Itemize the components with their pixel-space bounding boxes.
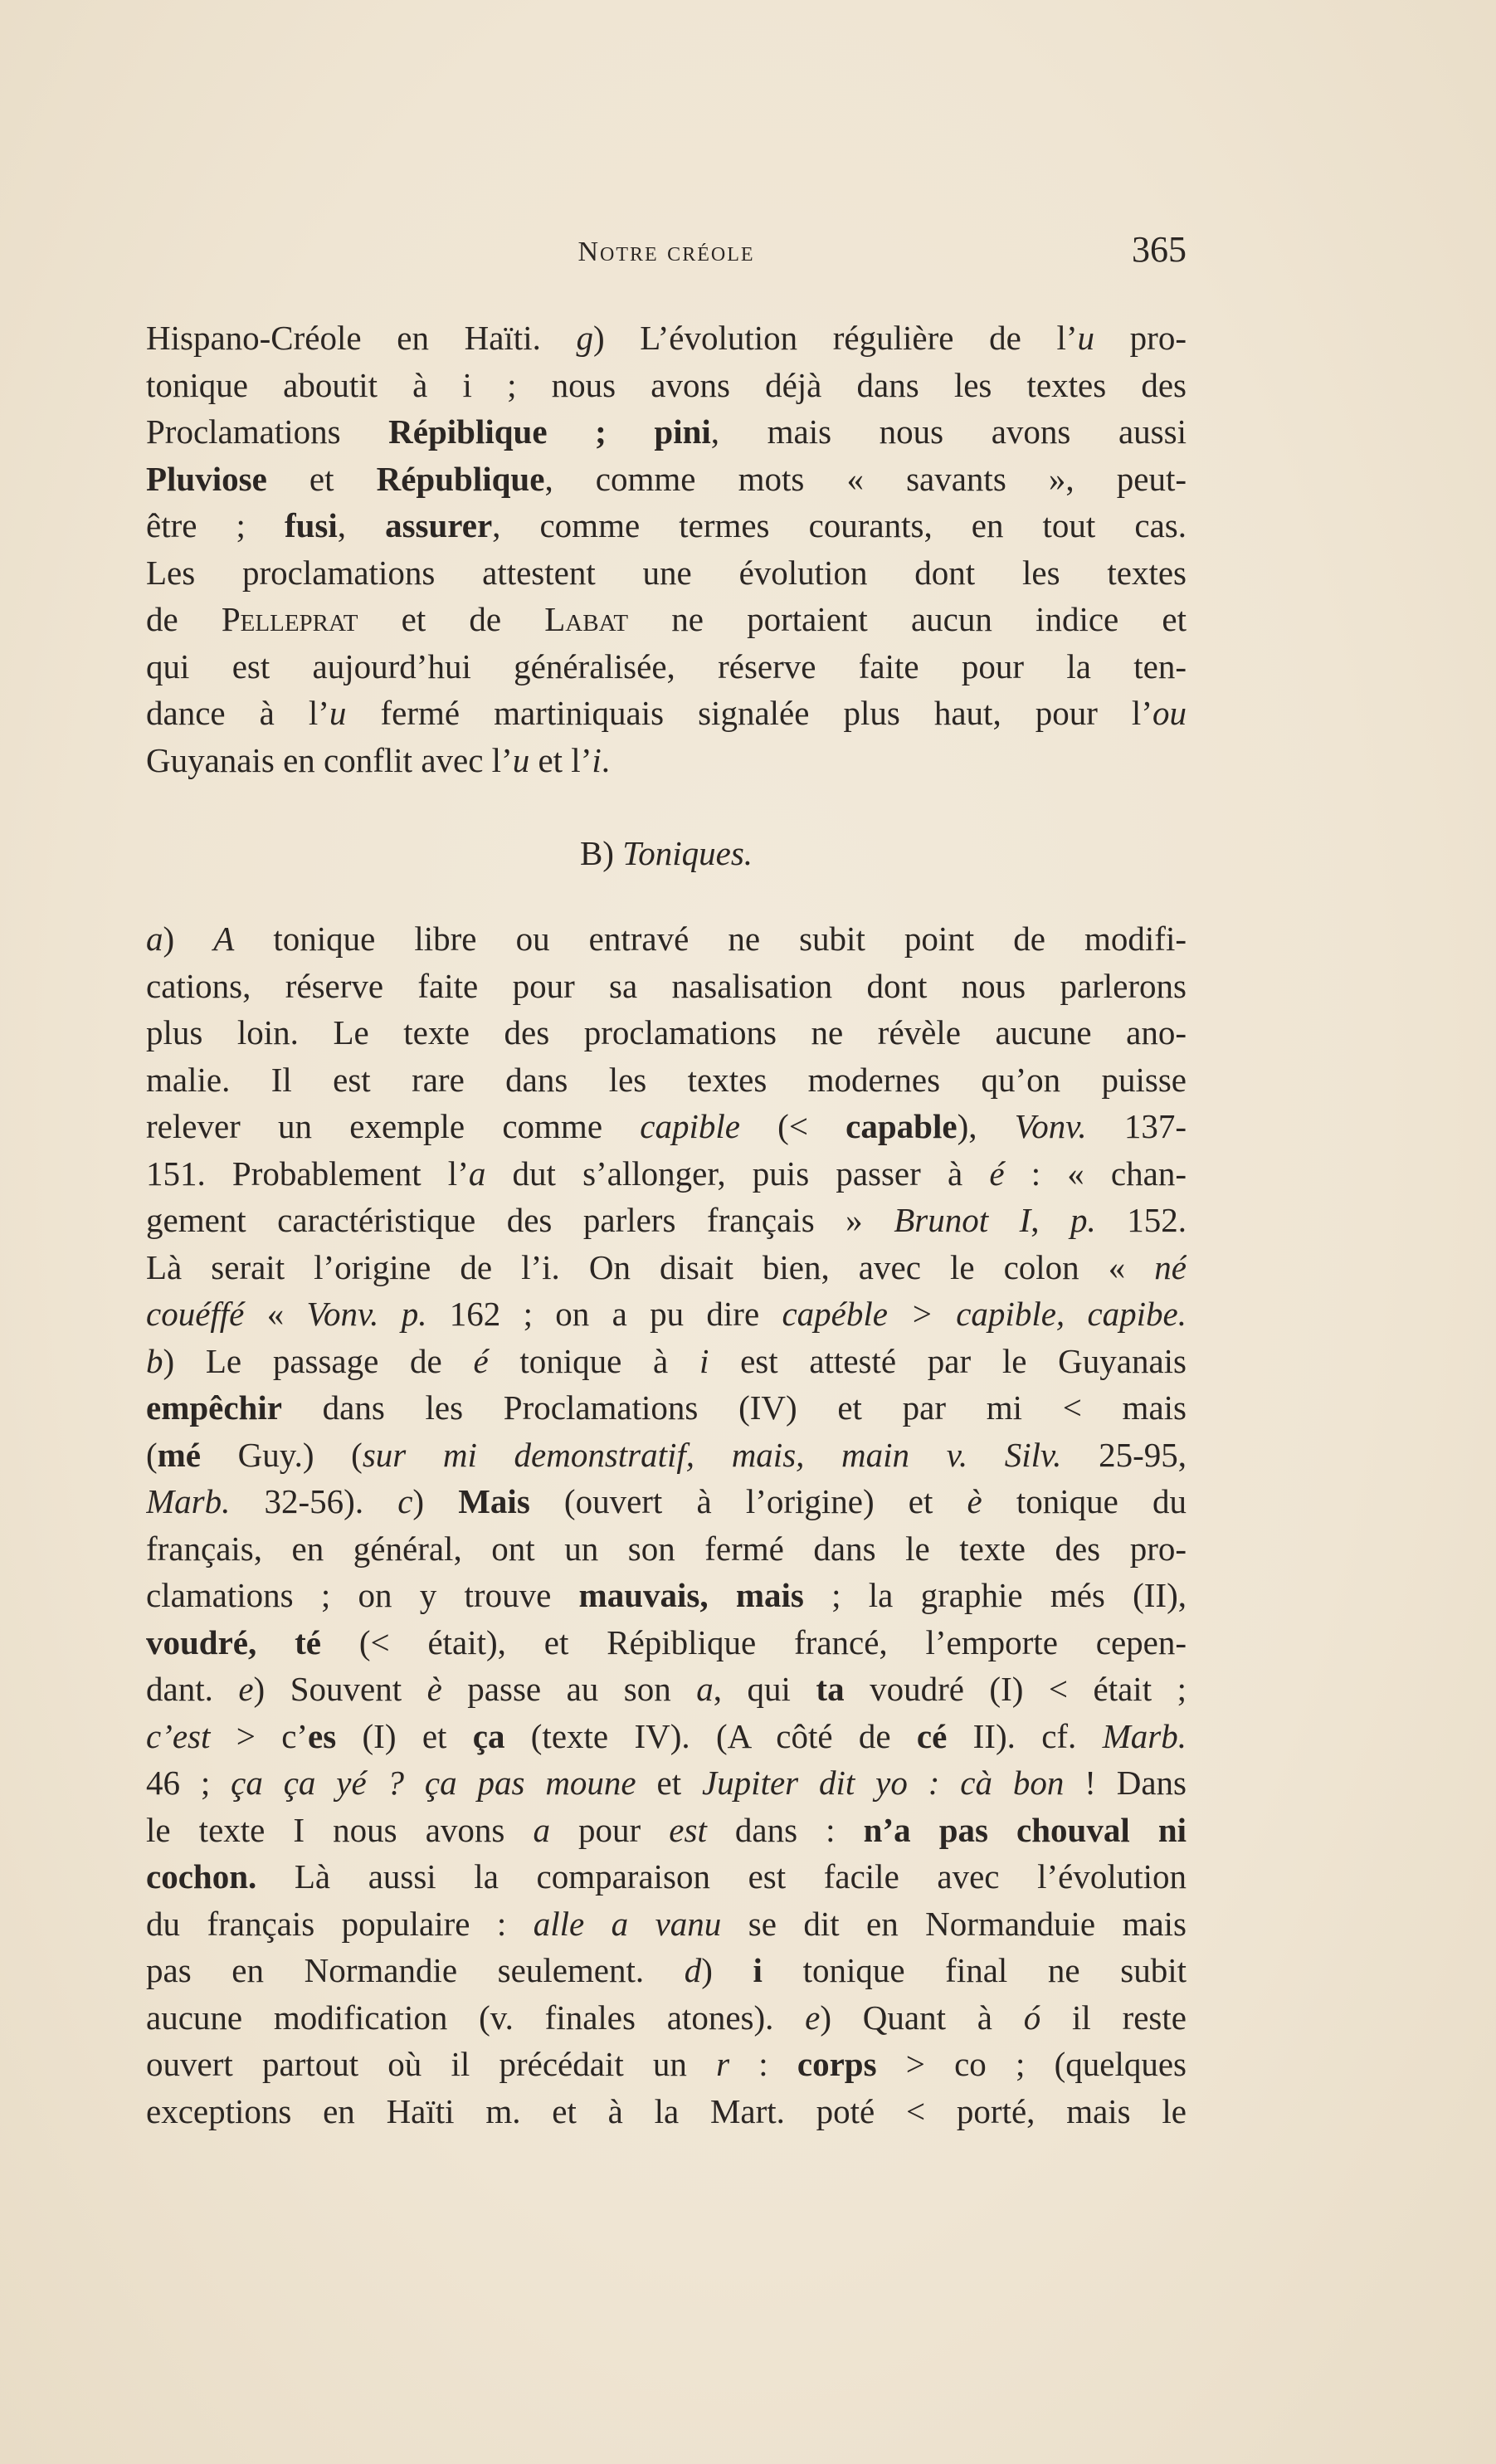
text-line bbox=[146, 1009, 1187, 1056]
italic-text: è bbox=[967, 1482, 982, 1520]
text-segment: 152. bbox=[1095, 1201, 1187, 1239]
text-segment: , comme termes courants, en tout cas. bbox=[492, 506, 1187, 544]
italic-text: ó bbox=[1023, 1998, 1041, 2037]
italic-text: capéble > capible, capibe. bbox=[782, 1295, 1187, 1333]
text-segment: de bbox=[146, 600, 222, 638]
text-segment: pour bbox=[549, 1810, 670, 1849]
text-line bbox=[146, 1478, 1187, 1525]
italic-text: é bbox=[473, 1341, 489, 1380]
bold-term: i bbox=[753, 1951, 763, 1989]
text-line bbox=[146, 596, 1187, 643]
italic-text: Jupiter dit yo : cà bon bbox=[701, 1764, 1065, 1802]
text-line bbox=[146, 2088, 1187, 2135]
text-line bbox=[146, 456, 1187, 503]
text-line bbox=[146, 1432, 1187, 1479]
italic-text: Vonv. p. bbox=[306, 1295, 427, 1333]
italic-text: Marb. bbox=[146, 1482, 231, 1520]
text-segment: ) Le passage de bbox=[163, 1341, 474, 1380]
bold-term: voudré, té bbox=[146, 1622, 321, 1661]
text-line bbox=[146, 643, 1187, 690]
text-segment: plus loin. Le texte des proclamations ne révèle aucune ano- bbox=[146, 1013, 1187, 1051]
text-segment: Guyanais en conflit avec l’ bbox=[146, 740, 513, 779]
text-segment: 46 ; bbox=[146, 1764, 231, 1802]
text-line bbox=[146, 915, 1187, 963]
text-segment: le texte I nous avons bbox=[146, 1810, 534, 1849]
text-line bbox=[146, 2041, 1187, 2088]
italic-text: e bbox=[238, 1670, 254, 1708]
text-segment: Hispano-Créole en Haïti. bbox=[146, 319, 577, 357]
text-segment: (texte IV). (A côté de bbox=[504, 1716, 917, 1755]
italic-text: Vonv. bbox=[1014, 1107, 1087, 1145]
author-name: Labat bbox=[544, 600, 629, 638]
text-line bbox=[146, 1197, 1187, 1244]
text-segment: (I) et bbox=[336, 1716, 473, 1755]
text-line bbox=[146, 1947, 1187, 1994]
italic-text: né bbox=[1154, 1247, 1187, 1286]
italic-text: a bbox=[696, 1670, 714, 1708]
text-line bbox=[146, 690, 1187, 737]
paragraph-2 bbox=[146, 915, 1187, 2135]
text-line bbox=[146, 1713, 1187, 1760]
text-line bbox=[146, 1619, 1187, 1666]
italic-text: A bbox=[213, 920, 235, 958]
text-segment: passe au son bbox=[441, 1670, 697, 1708]
bold-term: ta bbox=[816, 1670, 845, 1708]
text-segment: dant. bbox=[146, 1670, 239, 1708]
italic-text: d bbox=[684, 1951, 702, 1989]
text-segment: ) L’évolution régulière de l’ bbox=[593, 319, 1078, 357]
text-segment: pas en Normandie seulement. bbox=[146, 1951, 685, 1989]
text-segment: exceptions en Haïti m. et à la Mart. poté < porté, mais le bbox=[146, 2091, 1187, 2130]
bold-term: cochon. bbox=[146, 1857, 257, 1896]
text-segment: il reste bbox=[1040, 1998, 1187, 2037]
text-line bbox=[146, 1525, 1187, 1573]
italic-text: e bbox=[805, 1998, 821, 2037]
text-segment: Là aussi la comparaison est facile avec l’évolution bbox=[256, 1857, 1187, 1896]
text-line bbox=[146, 1150, 1187, 1198]
text-line bbox=[146, 1384, 1187, 1432]
text-segment: gement caractéristique des parlers français » bbox=[146, 1201, 894, 1239]
text-line bbox=[146, 1994, 1187, 2042]
text-segment: et l’ bbox=[529, 740, 592, 779]
text-segment: ) Souvent bbox=[253, 1670, 427, 1708]
running-title: Notre créole bbox=[577, 237, 755, 267]
text-segment: du français populaire : bbox=[146, 1904, 534, 1943]
text-segment: est attesté par le Guyanais bbox=[709, 1341, 1187, 1380]
text-line bbox=[146, 1572, 1187, 1619]
italic-text: a bbox=[533, 1810, 550, 1849]
italic-text: a bbox=[468, 1154, 486, 1193]
text-segment: ; la graphie més (II), bbox=[803, 1576, 1187, 1614]
author-name: Pelleprat bbox=[221, 600, 358, 638]
italic-text: b bbox=[146, 1341, 163, 1380]
text-segment: > co ; (quelques bbox=[876, 2045, 1187, 2083]
text-segment: relever un exemple comme bbox=[146, 1107, 641, 1145]
italic-text: u bbox=[329, 694, 347, 732]
text-segment: dut s’allonger, puis passer à bbox=[485, 1154, 990, 1193]
text-segment: ouvert partout où il précédait un bbox=[146, 2045, 717, 2083]
text-segment: dans : bbox=[706, 1810, 864, 1849]
text-line bbox=[146, 1338, 1187, 1385]
text-line bbox=[146, 1807, 1187, 1854]
bold-term: mé bbox=[157, 1435, 202, 1474]
text-segment: : « chan- bbox=[1004, 1154, 1187, 1193]
text-segment: ! Dans bbox=[1064, 1764, 1187, 1802]
text-line bbox=[146, 1056, 1187, 1104]
text-line bbox=[146, 963, 1187, 1010]
page-header bbox=[146, 228, 1187, 278]
text-segment: 151. Probablement l’ bbox=[146, 1154, 469, 1193]
text-segment: , mais nous avons aussi bbox=[710, 412, 1187, 451]
text-segment: « bbox=[244, 1295, 307, 1333]
text-line bbox=[146, 315, 1187, 362]
text-segment: dance à l’ bbox=[146, 694, 329, 732]
text-segment: tonique du bbox=[982, 1482, 1187, 1520]
text-segment: tonique libre ou entravé ne subit point de modifi- bbox=[234, 920, 1187, 958]
text-segment: tonique final ne subit bbox=[762, 1951, 1187, 1989]
text-segment: et bbox=[266, 459, 377, 498]
italic-text: é bbox=[989, 1154, 1005, 1193]
bold-term: Répiblique ; pini bbox=[388, 412, 711, 451]
italic-text: est bbox=[669, 1810, 707, 1849]
text-segment: clamations ; on y trouve bbox=[146, 1576, 579, 1614]
bold-term: es bbox=[308, 1716, 337, 1755]
italic-text: Marb. bbox=[1102, 1716, 1187, 1755]
text-line bbox=[146, 549, 1187, 597]
bold-term: Pluviose bbox=[146, 459, 267, 498]
text-segment: voudré (I) < était ; bbox=[844, 1670, 1187, 1708]
text-segment: , qui bbox=[713, 1670, 816, 1708]
text-segment: et de bbox=[358, 600, 545, 638]
text-segment: ne portaient aucun indice et bbox=[628, 600, 1187, 638]
text-line bbox=[146, 362, 1187, 409]
italic-text: capible bbox=[640, 1107, 740, 1145]
text-line bbox=[146, 1853, 1187, 1900]
text-segment: (< était), et Répiblique francé, l’emporte cepen- bbox=[320, 1622, 1187, 1661]
text-line bbox=[146, 408, 1187, 456]
italic-text: Brunot I bbox=[894, 1201, 1031, 1239]
text-segment: . bbox=[601, 740, 611, 779]
italic-text: i bbox=[592, 740, 602, 779]
section-heading-prefix: B) bbox=[579, 834, 623, 872]
text-segment: 25-95, bbox=[1061, 1435, 1187, 1474]
text-segment: : bbox=[729, 2045, 797, 2083]
text-segment: français, en général, ont un son fermé dans le texte des pro- bbox=[146, 1529, 1187, 1568]
italic-text: couéffé bbox=[146, 1295, 245, 1333]
italic-text: i bbox=[699, 1341, 709, 1380]
text-segment: aucune modification (v. finales atones). bbox=[146, 1998, 806, 2037]
text-segment: ), bbox=[957, 1107, 1015, 1145]
text-line bbox=[146, 1666, 1187, 1713]
text-segment: dans les Proclamations (IV) et par mi < mais bbox=[281, 1388, 1187, 1427]
text-segment: cations, réserve faite pour sa nasalisation dont nous parlerons bbox=[146, 966, 1187, 1005]
italic-text: ou bbox=[1152, 694, 1187, 732]
italic-text: è bbox=[426, 1670, 442, 1708]
text-segment: malie. Il est rare dans les textes modernes qu’on puisse bbox=[146, 1060, 1187, 1099]
section-heading-title: Toniques. bbox=[622, 834, 753, 872]
text-segment: Là serait l’origine de l’i. On disait bien, avec le colon « bbox=[146, 1247, 1155, 1286]
text-line bbox=[146, 1759, 1187, 1807]
bold-term: assurer bbox=[385, 506, 493, 544]
text-segment: se dit en Normanduie mais bbox=[721, 1904, 1187, 1943]
bold-term: République bbox=[376, 459, 545, 498]
text-segment: ) bbox=[701, 1951, 753, 1989]
bold-term: capable bbox=[845, 1107, 958, 1145]
text-segment: (ouvert à l’origine) et bbox=[529, 1482, 967, 1520]
text-segment: tonique aboutit à i ; nous avons déjà dans les textes des bbox=[146, 365, 1187, 404]
section-heading bbox=[146, 830, 1187, 877]
text-line bbox=[146, 737, 1187, 784]
text-segment: (< bbox=[739, 1107, 846, 1145]
bold-term: Mais bbox=[458, 1482, 530, 1520]
text-segment: être ; bbox=[146, 506, 285, 544]
bold-term: n’a pas chouval ni bbox=[863, 1810, 1187, 1849]
text-segment: ) Quant à bbox=[820, 1998, 1024, 2037]
italic-text: a bbox=[146, 920, 163, 958]
text-line bbox=[146, 502, 1187, 549]
italic-text: c bbox=[397, 1482, 413, 1520]
text-segment: Proclamations bbox=[146, 412, 389, 451]
bold-term: fusi bbox=[284, 506, 338, 544]
text-segment: 32-56). bbox=[230, 1482, 398, 1520]
text-segment: , bbox=[337, 506, 386, 544]
italic-text: g bbox=[576, 319, 593, 357]
italic-text: sur mi demonstratif, mais, main v. Silv. bbox=[362, 1435, 1062, 1474]
text-line bbox=[146, 1291, 1187, 1338]
page-number: 365 bbox=[1132, 229, 1187, 270]
text-segment: ) bbox=[412, 1482, 459, 1520]
italic-text: u bbox=[512, 740, 530, 779]
italic-text: c’est bbox=[146, 1716, 211, 1755]
text-line bbox=[146, 1103, 1187, 1150]
italic-text: p. bbox=[1070, 1201, 1096, 1239]
bold-term: cé bbox=[916, 1716, 948, 1755]
text-segment: et bbox=[636, 1764, 702, 1802]
text-line bbox=[146, 1244, 1187, 1291]
italic-text: u bbox=[1077, 319, 1095, 357]
text-segment: ) bbox=[163, 920, 214, 958]
text-segment: qui est aujourd’hui généralisée, réserve faite pour la ten- bbox=[146, 646, 1187, 686]
italic-text: r bbox=[716, 2045, 730, 2083]
text-segment: fermé martiniquais signalée plus haut, pour l’ bbox=[346, 694, 1152, 732]
text-segment: Les proclamations attestent une évolution dont les textes bbox=[146, 553, 1187, 592]
text-segment: tonique à bbox=[488, 1341, 699, 1380]
text-segment: II). cf. bbox=[947, 1716, 1103, 1755]
italic-text: alle a vanu bbox=[533, 1904, 722, 1943]
bold-term: ça bbox=[472, 1716, 505, 1755]
text-line bbox=[146, 1900, 1187, 1948]
text-segment: pro- bbox=[1094, 319, 1187, 357]
text-segment: > c’ bbox=[210, 1716, 309, 1755]
bold-term: empêchir bbox=[146, 1388, 282, 1427]
text-segment: Guy.) ( bbox=[201, 1435, 363, 1474]
paragraph-1 bbox=[146, 315, 1187, 783]
bold-term: corps bbox=[797, 2045, 877, 2083]
text-segment: ( bbox=[146, 1435, 158, 1474]
italic-text: ça ça yé ? ça pas moune bbox=[231, 1764, 636, 1802]
bold-term: mauvais, mais bbox=[578, 1576, 804, 1614]
text-segment: 137- bbox=[1086, 1107, 1187, 1145]
text-segment: 162 ; on a pu dire bbox=[426, 1295, 782, 1333]
text-segment: , comme mots « savants », peut- bbox=[544, 459, 1187, 498]
text-segment: , bbox=[1031, 1201, 1071, 1239]
